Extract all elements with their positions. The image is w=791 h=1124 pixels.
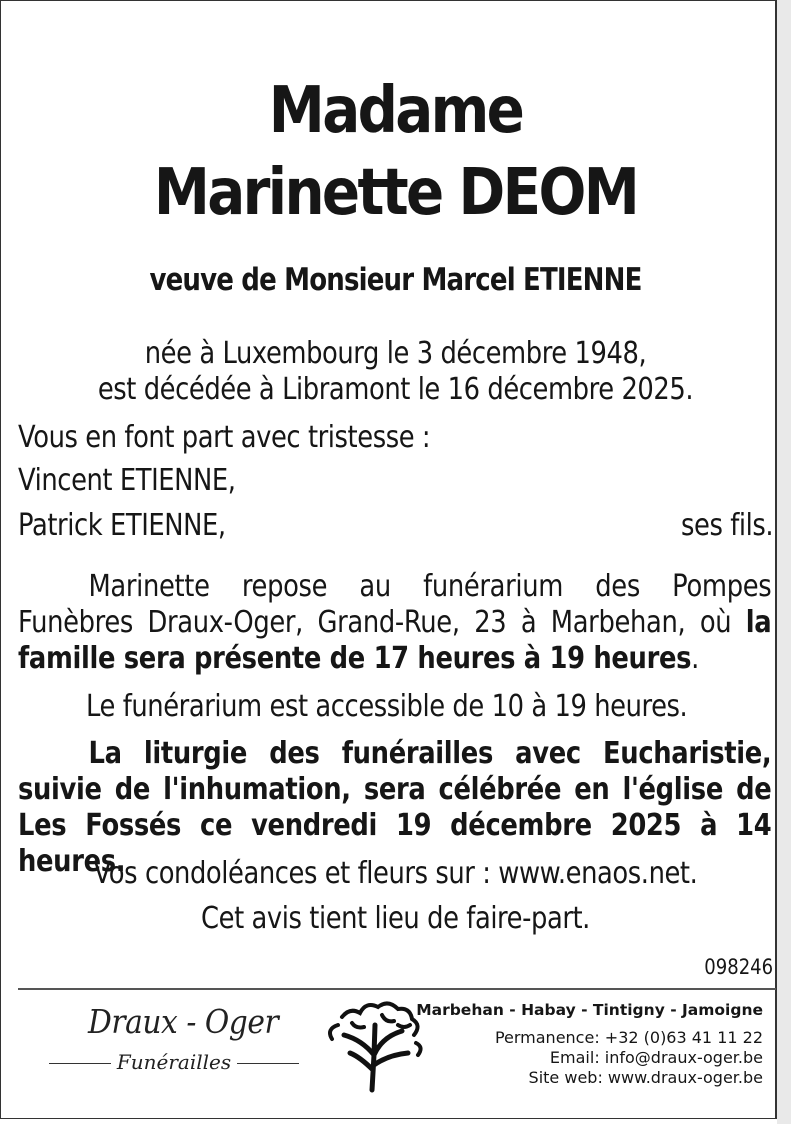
page-margin bbox=[777, 0, 791, 1124]
company-logo-subtitle bbox=[38, 1050, 310, 1074]
title-honorific: Madame bbox=[268, 74, 523, 148]
family-member-name: Patrick ETIENNE, bbox=[18, 508, 226, 543]
liturgy-text: La liturgie des funérailles avec Eucharistie, suivie de l'inhumation, sera célébrée en l'église de Les Fossés ce vendredi 19 décembre 2025 à 14 heures. bbox=[18, 736, 772, 879]
deceased-name: Marinette DEOM bbox=[153, 156, 638, 230]
funerarium-hours: Le funérarium est accessible de 10 à 19 heures. bbox=[86, 689, 688, 724]
funerarium-paragraph bbox=[18, 569, 771, 677]
reference-number: 098246 bbox=[704, 955, 773, 979]
death-info: est décédée à Libramont le 16 décembre 2025. bbox=[97, 372, 694, 407]
funerarium-text: Marinette repose au funérarium des Pompes Funèbres Draux-Oger, Grand-Rue, 23 à Marbehan, où bbox=[18, 569, 772, 640]
widow-of: veuve de Monsieur Marcel ETIENNE bbox=[149, 262, 642, 298]
footer-divider bbox=[18, 988, 776, 990]
website-line: Site web: www.draux-oger.be bbox=[528, 1068, 763, 1087]
family-member-name: Vincent ETIENNE, bbox=[18, 463, 236, 498]
period: . bbox=[691, 641, 699, 676]
company-logo-name: Draux - Oger bbox=[88, 1002, 279, 1041]
branch-towns: Marbehan - Habay - Tintigny - Jamoigne bbox=[416, 1001, 763, 1019]
family-relation: ses fils. bbox=[680, 508, 773, 543]
announcement: Vous en font part avec tristesse : bbox=[18, 420, 431, 455]
family-presence: la famille sera présente de 17 heures à 19 heures bbox=[18, 605, 772, 676]
notice-note: Cet avis tient lieu de faire-part. bbox=[201, 901, 590, 936]
condolences: Vos condoléances et fleurs sur : www.enaos.net. bbox=[93, 856, 698, 891]
birth-info: née à Luxembourg le 3 décembre 1948, bbox=[144, 336, 647, 371]
phone-line: Permanence: +32 (0)63 41 11 22 bbox=[494, 1028, 763, 1047]
email-line: Email: info@draux-oger.be bbox=[549, 1048, 763, 1067]
company-subtitle-text: Funérailles bbox=[116, 1050, 232, 1074]
